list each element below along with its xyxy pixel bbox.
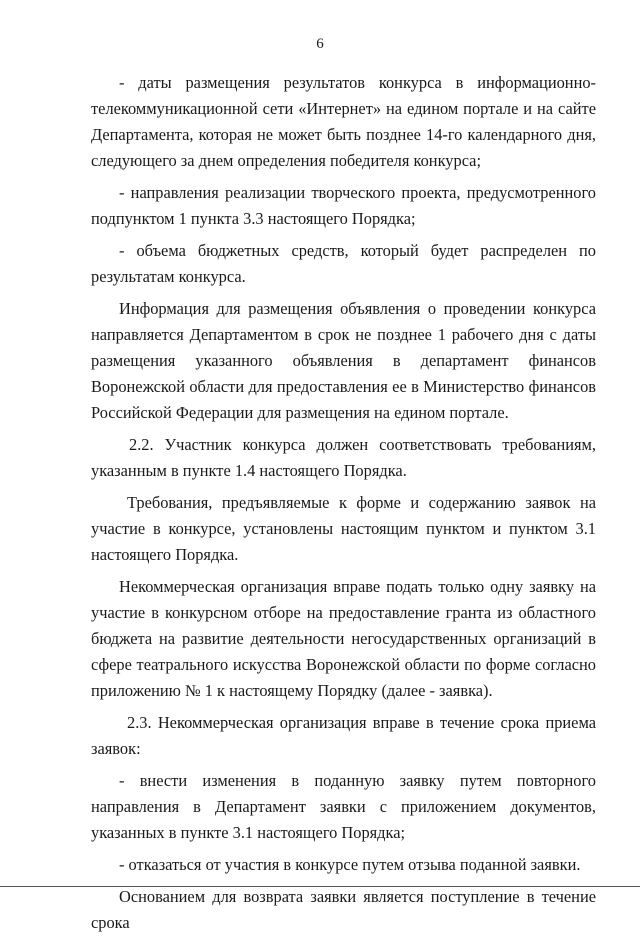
paragraph-announcement-info: Информация для размещения объявления о проведении конкурса направляется Департаментом в срок не позднее 1 рабочего дня с даты размещения указанного объявления в департамент финансов Воронежской области для предоставления ее в Министерство финансов Российской Федерации для размещения на едином портале. — [91, 299, 596, 422]
paragraph-return-grounds: Основанием для возврата заявки является поступление в течение срока — [91, 887, 596, 932]
paragraph-2-2: 2.2. Участник конкурса должен соответствовать требованиям, указанным в пункте 1.4 настоящего Порядка. — [91, 435, 596, 480]
paragraph-results-date: - даты размещения результатов конкурса в информационно-телекоммуникационной сети «Интернет» на едином портале и на сайте Департамента, которая не может быть позднее 14-го календарного дня, следующего за днем определения победителя конкурса; — [91, 73, 596, 170]
paragraph-project-direction: - направления реализации творческого проекта, предусмотренного подпунктом 1 пункта 3.3 настоящего Порядка; — [91, 183, 596, 228]
paragraph-withdraw-application: - отказаться от участия в конкурсе путем отзыва поданной заявки. — [119, 855, 581, 874]
paragraph-one-application: Некоммерческая организация вправе подать только одну заявку на участие в конкурсном отборе на предоставление гранта из областного бюджета на развитие деятельности негосударственных организаций в сфере театрального искусства Воронежской области по форме согласно приложению № 1 к настоящему Порядку (далее - заявка). — [91, 577, 596, 700]
footer-divider — [0, 886, 640, 887]
paragraph-amend-application: - внести изменения в поданную заявку путем повторного направления в Департамент заявки с приложением документов, указанных в пункте 3.1 настоящего Порядка; — [91, 771, 596, 842]
document-body — [91, 70, 596, 936]
paragraph-requirements: Требования, предъявляемые к форме и содержанию заявок на участие в конкурсе, установлены настоящим пунктом и пунктом 3.1 настоящего Порядка. — [91, 493, 596, 564]
paragraph-budget-volume: - объема бюджетных средств, который будет распределен по результатам конкурса. — [91, 241, 596, 286]
page-number: 6 — [316, 36, 324, 52]
paragraph-2-3: 2.3. Некоммерческая организация вправе в течение срока приема заявок: — [91, 713, 596, 758]
